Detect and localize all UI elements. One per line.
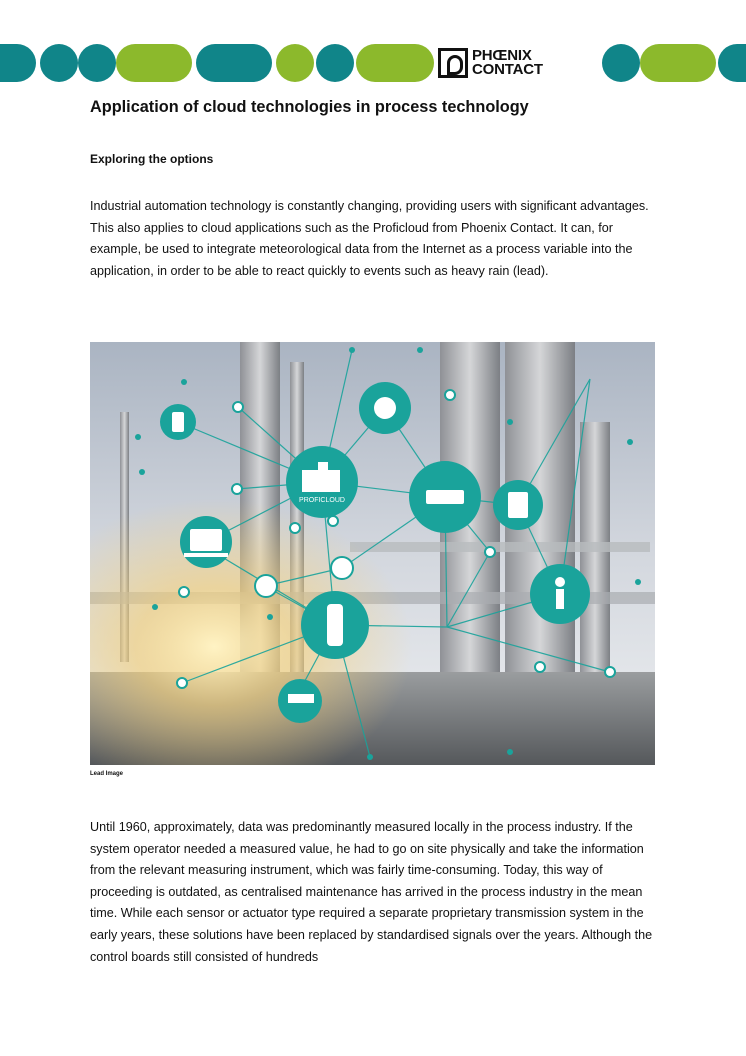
laptop-base-icon <box>184 553 228 557</box>
proficloud-label: PROFICLOUD <box>299 497 345 504</box>
brand-header-bar <box>0 44 746 82</box>
logo-line-1: PHŒNIX <box>472 47 532 64</box>
sensor-icon <box>172 412 184 432</box>
logo-line-2: CONTACT <box>472 61 543 78</box>
cloud-network-illustration <box>90 342 655 765</box>
decor-pill <box>316 44 354 82</box>
decor-pill <box>40 44 78 82</box>
decor-pill <box>276 44 314 82</box>
decor-pill <box>602 44 640 82</box>
image-caption: Lead Image <box>90 771 124 777</box>
pipe-icon <box>288 694 314 703</box>
article-title: Application of cloud technologies in process technology <box>90 98 529 116</box>
decor-pill <box>718 44 746 82</box>
phoenix-contact-logo <box>438 44 598 82</box>
decor-pill <box>78 44 116 82</box>
article-subtitle: Exploring the options <box>90 152 214 166</box>
laptop-icon <box>190 529 222 551</box>
decor-pill <box>116 44 192 82</box>
lead-paragraph: Industrial automation technology is constantly changing, providing users with significant advantages. This also applies to cloud applications such as the Proficloud from Phoenix Contact. It can, for example, be used to integrate meteorological data from the Internet as a process variable into the application, in order to be able to react quickly to events such as heavy rain (lead). <box>90 199 649 278</box>
operator-body-icon <box>556 589 564 609</box>
flowmeter-icon <box>327 604 343 646</box>
decor-pill <box>0 44 36 82</box>
tank-icon <box>508 492 528 518</box>
body-paragraph: Until 1960, approximately, data was predominantly measured locally in the process industry. If the system operator needed a measured value, he had to go on site physically and take the information from the relevant measuring instrument, which was fairly time-consuming. Today, this way of proceeding is outdated, as centralised maintenance has arrived in the process industry in the mean time. While each sensor or actuator type required a separate proprietary transmission system in the early years, these solutions have been replaced by standardised signals over the years. Although the control boards still consisted of hundreds <box>90 820 653 964</box>
chat-icon <box>374 397 396 419</box>
lead-image <box>90 342 655 765</box>
valve-icon <box>426 490 464 504</box>
decor-pill <box>196 44 272 82</box>
decor-pill <box>356 44 434 82</box>
operator-icon <box>555 577 565 587</box>
logo-icon <box>438 48 468 78</box>
decor-pill <box>640 44 716 82</box>
